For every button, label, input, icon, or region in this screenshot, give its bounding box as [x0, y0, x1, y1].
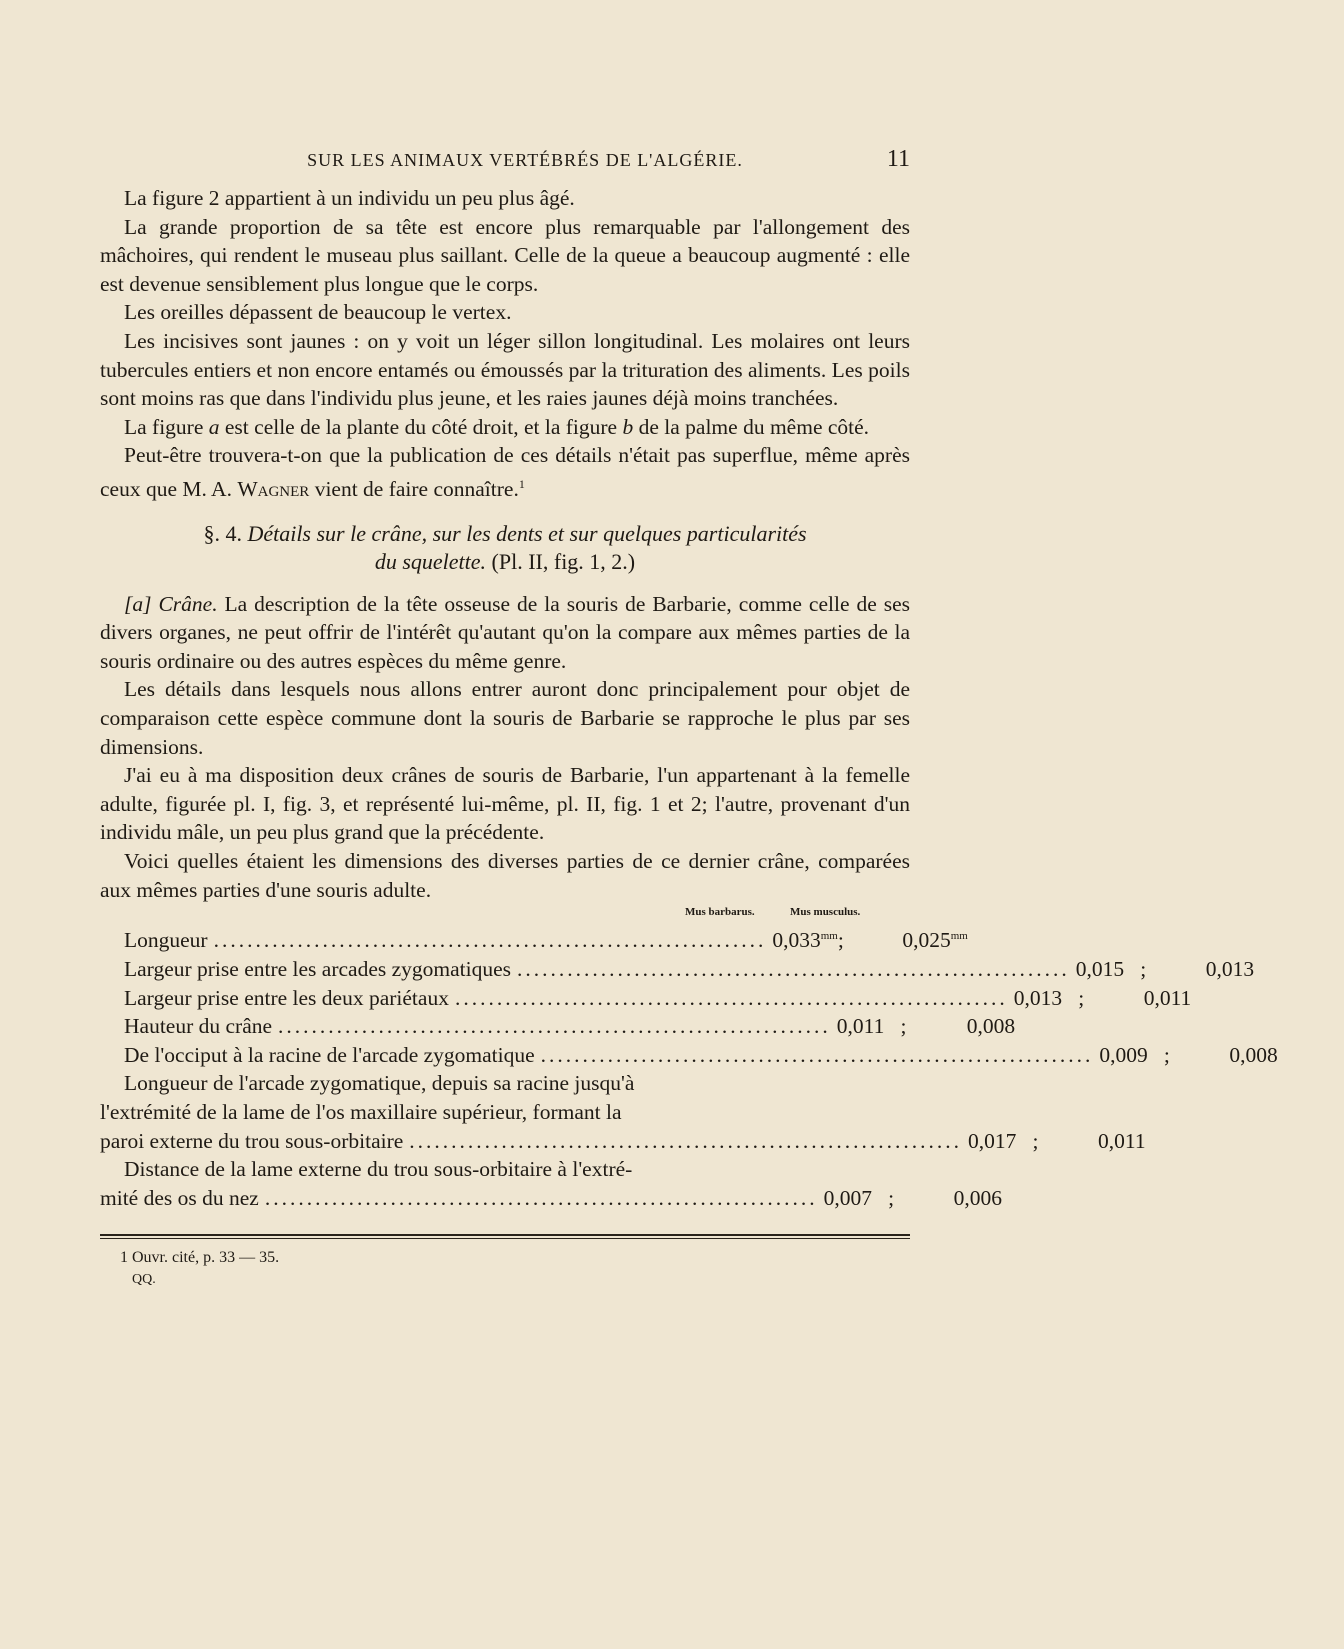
page [100, 146, 1278, 1291]
paragraph-figure-2: La figure 2 appartient à un individu un peu plus âgé. [124, 186, 575, 210]
table-column-heads [100, 906, 910, 922]
signature-mark: QQ. [132, 1272, 156, 1288]
paragraph-dimensions: Voici quelles étaient les dimensions des diverses parties de ce dernier crâne, comparées aux mêmes parties d'une souris adulte. [100, 849, 910, 902]
table-row-nez-line1: Distance de la lame externe du trou sous-orbitaire à l'extré- [124, 1157, 633, 1182]
paragraph-details: Les détails dans lesquels nous allons entrer auront donc principalement pour objet de comparaison cette espèce commune dont la souris de Barbarie se rapproche le plus par ses dimensions. [100, 677, 910, 759]
paragraph-proportion: La grande proportion de sa tête est encore plus remarquable par l'allongement des mâchoires, qui rendent le museau plus saillant. Celle de la queue a beaucoup augmenté : elle est devenue sensiblement plus longue que le corps. [100, 214, 910, 296]
table-row-arcade-line2: l'extrémité de la lame de l'os maxillaire supérieur, formant la [100, 1099, 622, 1124]
crane-label: Crâne. [158, 591, 218, 616]
paragraph-oreilles: Les oreilles dépassent de beaucoup le vertex. [124, 300, 512, 325]
running-title: SUR LES ANIMAUX VERTÉBRÉS DE L'ALGÉRIE. [307, 150, 743, 170]
section-heading [100, 520, 910, 576]
column-head-mus-musculus: Mus musculus. [790, 906, 861, 919]
paragraph-deux-cranes: J'ai eu à ma disposition deux crânes de souris de Barbarie, l'un appartenant à la femelle adulte, figurée pl. I, fig. 3, et représenté lui-même, pl. II, fig. 1 et 2; l'autre, provenant d'un individu mâle, un peu plus grand que la précédente. [100, 763, 910, 845]
table-row-arcade-line1: Longueur de l'arcade zygomatique, depuis sa racine jusqu'à [124, 1071, 635, 1096]
column-head-mus-barbarus: Mus barbarus. [685, 906, 755, 919]
page-number: 11 [886, 146, 910, 172]
table-row: Hauteur du crâne .................................................................. 0,011 ; 0,008 [124, 1014, 1016, 1039]
running-head [100, 146, 910, 184]
section-plate-ref: (Pl. II, fig. 1, 2.) [491, 548, 636, 574]
paragraph-wagner: Peut-être trouvera-t-on que la publication de ces détails n'était pas superflue, même après ceux que M. A. Wagner vient de faire connaître.$^1$ [100, 443, 910, 502]
table-row: Largeur prise entre les deux pariétaux .................................................................. 0,013 ; 0,011 [124, 985, 1192, 1010]
section-title-line1: Détails sur le crâne, sur les dents et sur quelques particularités [247, 520, 807, 546]
mark-a: [a] [124, 591, 152, 616]
table-row: paroi externe du trou sous-orbitaire .................................................................. 0,017 ; 0,011 [100, 1128, 1146, 1153]
footnote-1: 1 Ouvr. cité, p. 33 — 35. [120, 1249, 280, 1267]
dimensions-table [100, 906, 1278, 1212]
table-row: Largeur prise entre les arcades zygomatiques .................................................................. 0,015 ; 0,013 [124, 956, 1255, 981]
table-row: mité des os du nez .................................................................. 0,007 ; 0,006 [100, 1185, 1002, 1210]
paragraph-incisives: Les incisives sont jaunes : on y voit un léger sillon longitudinal. Les molaires ont leurs tubercules entiers et non encore entamés ou émoussés par la trituration des aliments. Les poils sont moins ras que dans l'individu plus jeune, et les raies jaunes déjà moins tranchées. [100, 328, 910, 411]
author-name: Wagner [237, 477, 310, 502]
section-number: §. 4. [203, 520, 242, 546]
footnote-ref: 1 [518, 476, 525, 491]
table-row: Longueur .................................................................. $0,033^{mm}$; $0,025^{mm}$ [124, 928, 968, 953]
table-row: De l'occiput à la racine de l'arcade zygomatique .................................................................. 0,009 ; 0,008 [124, 1042, 1278, 1067]
footnotes [100, 1247, 910, 1291]
paragraph-figure-a-b: La figure a est celle de la plante du côté droit, et la figure b de la palme du même côté. [124, 414, 870, 439]
section-title-line2: du squelette. [374, 548, 487, 574]
footnote-divider [100, 1234, 910, 1239]
paragraph-crane: [a] Crâne. La description de la tête osseuse de la souris de Barbarie, comme celle de ses divers organes, ne peut offrir de l'intérêt qu'autant qu'on la compare aux mêmes parties de la souris ordinaire ou des autres espèces du même genre. [100, 591, 910, 673]
